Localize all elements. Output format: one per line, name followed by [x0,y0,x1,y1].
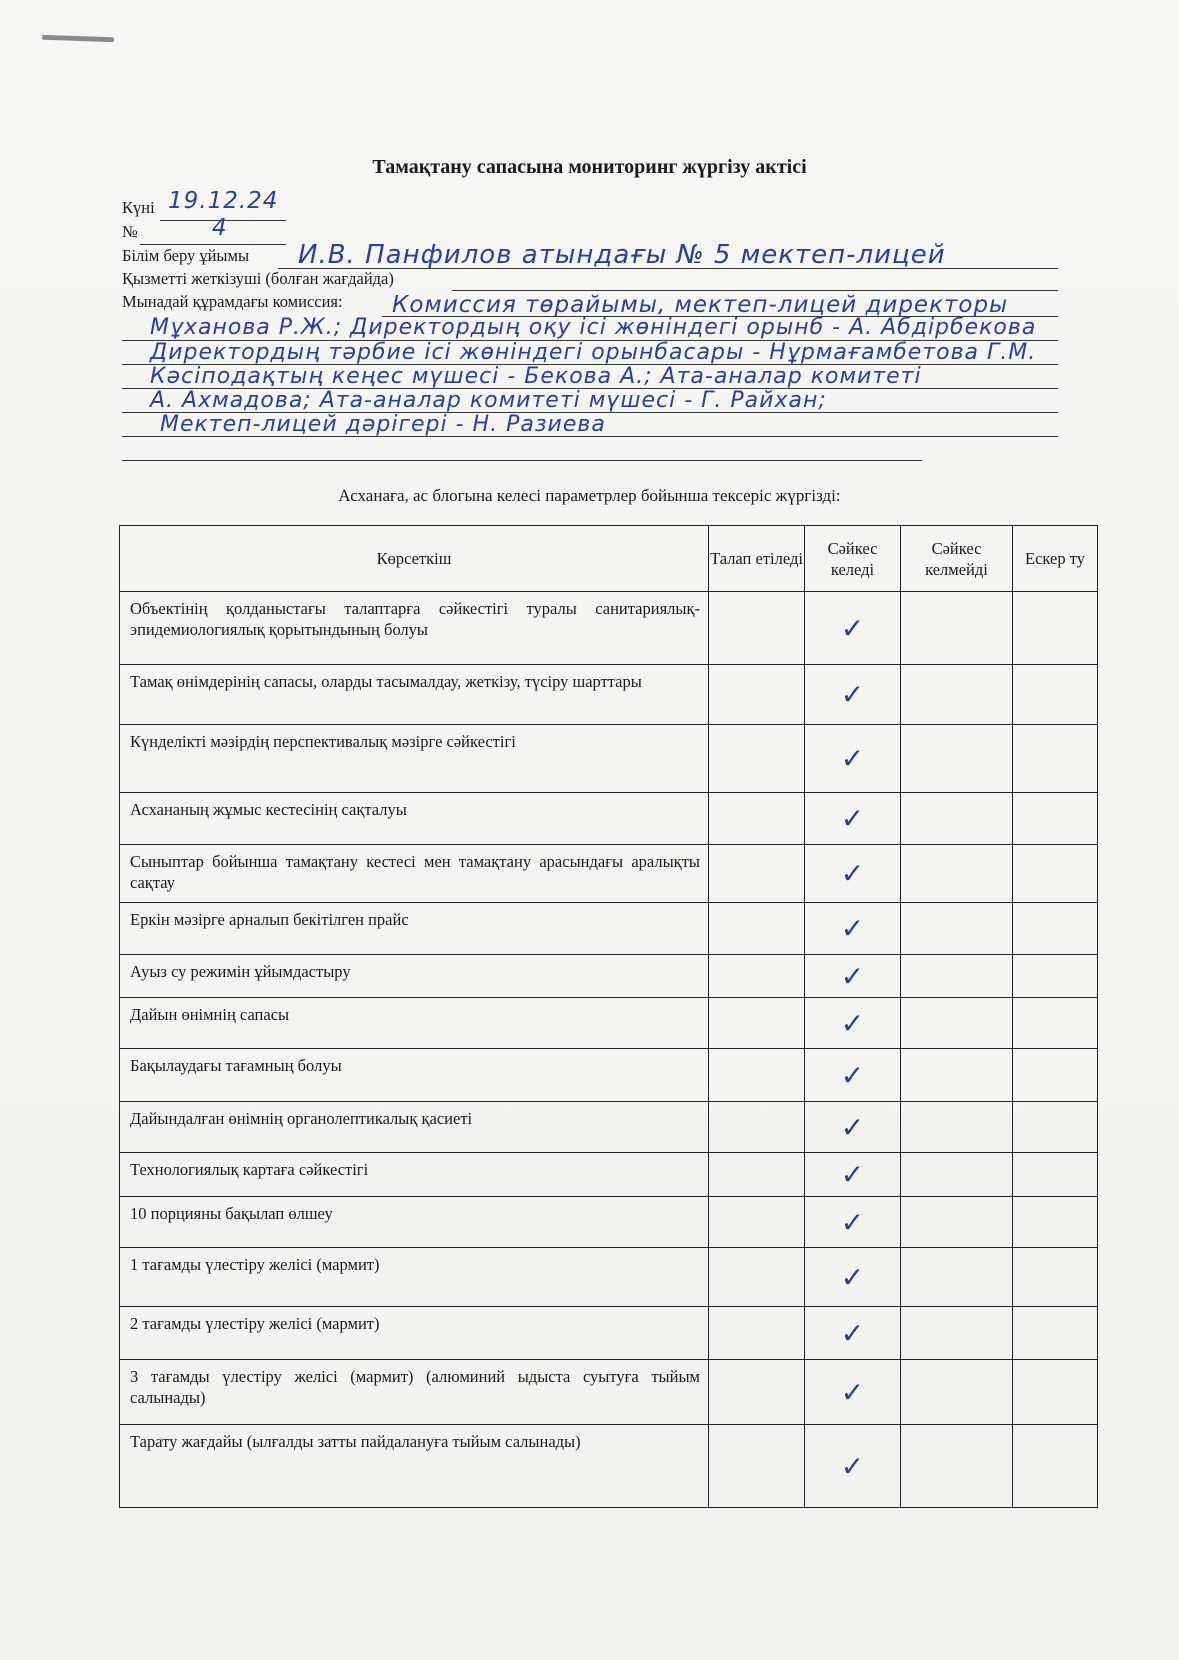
note-cell [1013,955,1098,998]
required-cell [709,1360,805,1425]
noncompliant-cell [901,665,1013,725]
compliant-check-icon: ✓ [805,998,901,1049]
compliant-check-icon: ✓ [805,1197,901,1248]
noncompliant-cell [901,1248,1013,1307]
note-cell [1013,1197,1098,1248]
commission-line: Мектеп-лицей дәрігері - Н. Разиева [160,412,606,437]
required-cell [709,1425,805,1508]
note-cell [1013,845,1098,903]
note-cell [1013,1307,1098,1360]
table-row [120,1248,1098,1307]
compliant-check-icon: ✓ [805,1425,901,1508]
header-noncompliant: Сәйкес келмейді [901,526,1013,592]
noncompliant-cell [901,1197,1013,1248]
table-row [120,1197,1098,1248]
noncompliant-cell [901,845,1013,903]
note-cell [1013,903,1098,955]
compliant-check-icon: ✓ [805,845,901,903]
supplier-label: Қызметті жеткізуші (болған жағдайда) [122,269,394,288]
noncompliant-cell [901,793,1013,845]
note-cell [1013,793,1098,845]
noncompliant-cell [901,1049,1013,1102]
note-cell [1013,1360,1098,1425]
indicator-cell: 1 тағамды үлестіру желісі (мармит) [120,1248,709,1307]
inspection-table [119,525,1098,1508]
table-row [120,665,1098,725]
number-value: 4 [212,215,228,241]
indicator-cell: Тарату жағдайы (ылғалды затты пайдалануға тыйым салынады) [120,1425,709,1508]
indicator-cell: Күнделікті мәзірдің перспективалық мәзірге сәйкестігі [120,725,709,793]
table-row [120,1425,1098,1508]
compliant-check-icon: ✓ [805,1153,901,1197]
compliant-check-icon: ✓ [805,1049,901,1102]
required-cell [709,955,805,998]
noncompliant-cell [901,1360,1013,1425]
noncompliant-cell [901,998,1013,1049]
required-cell [709,1197,805,1248]
indicator-cell: 3 тағамды үлестіру желісі (мармит) (алюминий ыдыста суытуға тыйым салынады) [120,1360,709,1425]
indicator-cell: Технологиялық картаға сәйкестігі [120,1153,709,1197]
required-cell [709,1102,805,1153]
table-row [120,592,1098,665]
note-cell [1013,1248,1098,1307]
noncompliant-cell [901,592,1013,665]
indicator-cell: Ауыз су режимін ұйымдастыру [120,955,709,998]
required-cell [709,845,805,903]
required-cell [709,998,805,1049]
indicator-cell: 10 порцияны бақылап өлшеу [120,1197,709,1248]
table-row [120,1307,1098,1360]
note-cell [1013,1425,1098,1508]
noncompliant-cell [901,1102,1013,1153]
number-underline [140,244,286,245]
table-row [120,725,1098,793]
header-note: Ескер ту [1013,526,1098,592]
required-cell [709,592,805,665]
table-row [120,1049,1098,1102]
compliant-check-icon: ✓ [805,1360,901,1425]
org-underline [278,268,1058,269]
note-cell [1013,1102,1098,1153]
indicator-cell: Тамақ өнімдерінің сапасы, оларды тасымалдау, жеткізу, түсіру шарттары [120,665,709,725]
required-cell [709,725,805,793]
table-row [120,845,1098,903]
note-cell [1013,725,1098,793]
indicator-cell: Еркін мәзірге арналып бекітілген прайс [120,903,709,955]
compliant-check-icon: ✓ [805,665,901,725]
header-required: Талап етіледі [709,526,805,592]
table-intro: Асханаға, ас блогына келесі параметрлер бойынша тексеріс жүргізді: [338,486,841,505]
required-cell [709,1248,805,1307]
header-compliant: Сәйкес келеді [805,526,901,592]
table-row [120,1153,1098,1197]
staple-mark [42,35,114,43]
note-cell [1013,592,1098,665]
indicator-cell: Дайын өнімнің сапасы [120,998,709,1049]
table-row [120,1360,1098,1425]
noncompliant-cell [901,1307,1013,1360]
compliant-check-icon: ✓ [805,955,901,998]
required-cell [709,1153,805,1197]
supplier-underline [452,290,1058,291]
noncompliant-cell [901,955,1013,998]
commission-line: Кәсіподақтың кеңес мүшесі - Бекова А.; Ата-аналар комитеті [150,364,922,389]
compliant-check-icon: ✓ [805,725,901,793]
date-label: Күні [122,198,155,217]
indicator-cell: Дайындалған өнімнің органолептикалық қасиеті [120,1102,709,1153]
noncompliant-cell [901,725,1013,793]
commission-underline [122,436,1058,437]
table-row [120,998,1098,1049]
number-label: № [122,222,138,241]
indicator-cell: Бақылаудағы тағамның болуы [120,1049,709,1102]
note-cell [1013,1153,1098,1197]
noncompliant-cell [901,903,1013,955]
compliant-check-icon: ✓ [805,1102,901,1153]
compliant-check-icon: ✓ [805,793,901,845]
commission-line: Директордың тәрбие ісі жөніндегі орынбасары - Нұрмағамбетова Г.М. [150,340,1037,365]
compliant-check-icon: ✓ [805,592,901,665]
table-row [120,793,1098,845]
date-value: 19.12.24 [168,188,279,214]
required-cell [709,665,805,725]
commission-label: Мынадай құрамдағы комиссия: [122,292,343,311]
org-value: И.В. Панфилов атындағы № 5 мектеп-лицей [298,240,946,270]
table-header-row [120,526,1098,592]
noncompliant-cell [901,1425,1013,1508]
commission-line: А. Ахмадова; Ата-аналар комитеті мүшесі - Г. Райхан; [150,388,827,413]
table-row [120,903,1098,955]
indicator-cell: Объектінің қолданыстағы талаптарға сәйкестігі туралы санитариялық-эпидемиологиялық қорытындының болуы [120,592,709,665]
table-row [120,1102,1098,1153]
indicator-cell: 2 тағамды үлестіру желісі (мармит) [120,1307,709,1360]
required-cell [709,1049,805,1102]
note-cell [1013,665,1098,725]
table-row [120,955,1098,998]
header-indicator: Көрсеткіш [120,526,709,592]
required-cell [709,903,805,955]
indicator-cell: Сыныптар бойынша тамақтану кестесі мен тамақтану арасындағы аралықты сақтау [120,845,709,903]
note-cell [1013,998,1098,1049]
page-title: Тамақтану сапасына мониторинг жүргізу актісі [372,156,807,178]
commission-line: Комиссия төрайымы, мектеп-лицей директоры [392,292,1009,318]
compliant-check-icon: ✓ [805,1307,901,1360]
note-cell [1013,1049,1098,1102]
commission-line: Мұханова Р.Ж.; Директордың оқу ісі жөніндегі орынб - А. Абдірбекова [150,315,1037,340]
indicator-cell: Асхананың жұмыс кестесінің сақталуы [120,793,709,845]
compliant-check-icon: ✓ [805,903,901,955]
commission-underline [122,460,922,461]
noncompliant-cell [901,1153,1013,1197]
required-cell [709,793,805,845]
required-cell [709,1307,805,1360]
org-label: Білім беру ұйымы [122,246,250,265]
compliant-check-icon: ✓ [805,1248,901,1307]
